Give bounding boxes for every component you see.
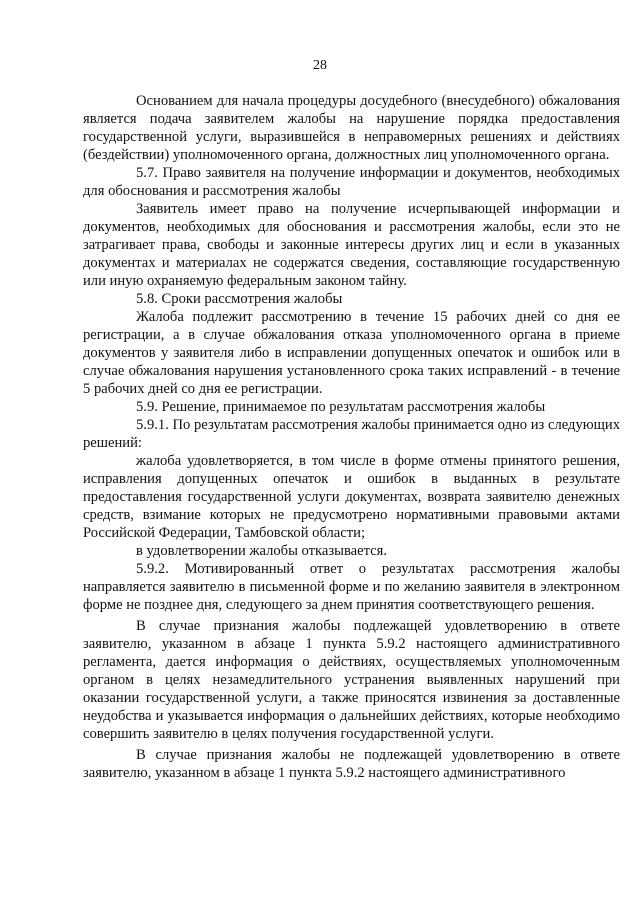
- paragraph-complaint-satisfied: жалоба удовлетворяется, в том числе в форме отмены принятого решения, исправления допущенных опечаток и ошибок в выданных в результате предоставления государственной услуги документах, возврата заявителю денежных средств, взимание которых не предусмотрено нормативными правовыми актами Российской Федерации, Тамбовской области;: [83, 453, 620, 541]
- paragraph-grounds-for-appeal: Основанием для начала процедуры досудебного (внесудебного) обжалования является подача заявителем жалобы на нарушение порядка предоставления государственной услуги, выразившейся в неправомерных решениях и действиях (бездействии) уполномоченного органа, должностных лиц уполномоченного органа.: [83, 93, 620, 163]
- paragraph-right-to-information: Заявитель имеет право на получение исчерпывающей информации и документов, необходимых для обоснования и рассмотрения жалобы, если это не затрагивает права, свободы и законные интересы других лиц и если в указанных документах и материалах не содержатся сведения, составляющие государственную или иную охраняемую федеральным законом тайну.: [83, 201, 620, 289]
- paragraph-complaint-rejected: в удовлетворении жалобы отказывается.: [136, 543, 388, 559]
- paragraph-5-9-1: 5.9.1. По результатам рассмотрения жалобы принимается одно из следующих решений:: [83, 417, 620, 451]
- section-heading-5-7: 5.7. Право заявителя на получение информации и документов, необходимых для обоснования и рассмотрения жалобы: [83, 165, 620, 199]
- section-heading-5-8: 5.8. Сроки рассмотрения жалобы: [136, 291, 343, 307]
- paragraph-review-terms: Жалоба подлежит рассмотрению в течение 15 рабочих дней со дня ее регистрации, а в случае обжалования отказа уполномоченного органа в приеме документов у заявителя либо в исправлении допущенных опечаток и ошибок или в случае обжалования нарушения установленного срока таких исправлений - в течение 5 рабочих дней со дня ее регистрации.: [83, 309, 620, 397]
- paragraph-5-9-2: 5.9.2. Мотивированный ответ о результатах рассмотрения жалобы направляется заявителю в письменной форме и по желанию заявителя в электронном форме не позднее дня, следующего за днем принятия соответствующего решения.: [83, 561, 620, 613]
- paragraph-rejected-response: В случае признания жалобы не подлежащей удовлетворению в ответе заявителю, указанном в абзаце 1 пункта 5.9.2 настоящего административного: [83, 747, 620, 781]
- page-number: 28: [313, 58, 327, 73]
- section-heading-5-9: 5.9. Решение, принимаемое по результатам рассмотрения жалобы: [136, 399, 546, 415]
- page-body: [83, 92, 620, 782]
- paragraph-satisfied-response: В случае признания жалобы подлежащей удовлетворению в ответе заявителю, указанном в абзаце 1 пункта 5.9.2 настоящего административного регламента, дается информация о действиях, осуществляемых уполномоченным органом в целях незамедлительного устранения выявленных нарушений при оказании государственной услуги, а также приносятся извинения за доставленные неудобства и указывается информация о дальнейших действиях, которые необходимо совершить заявителю в целях получения государственной услуги.: [83, 618, 620, 742]
